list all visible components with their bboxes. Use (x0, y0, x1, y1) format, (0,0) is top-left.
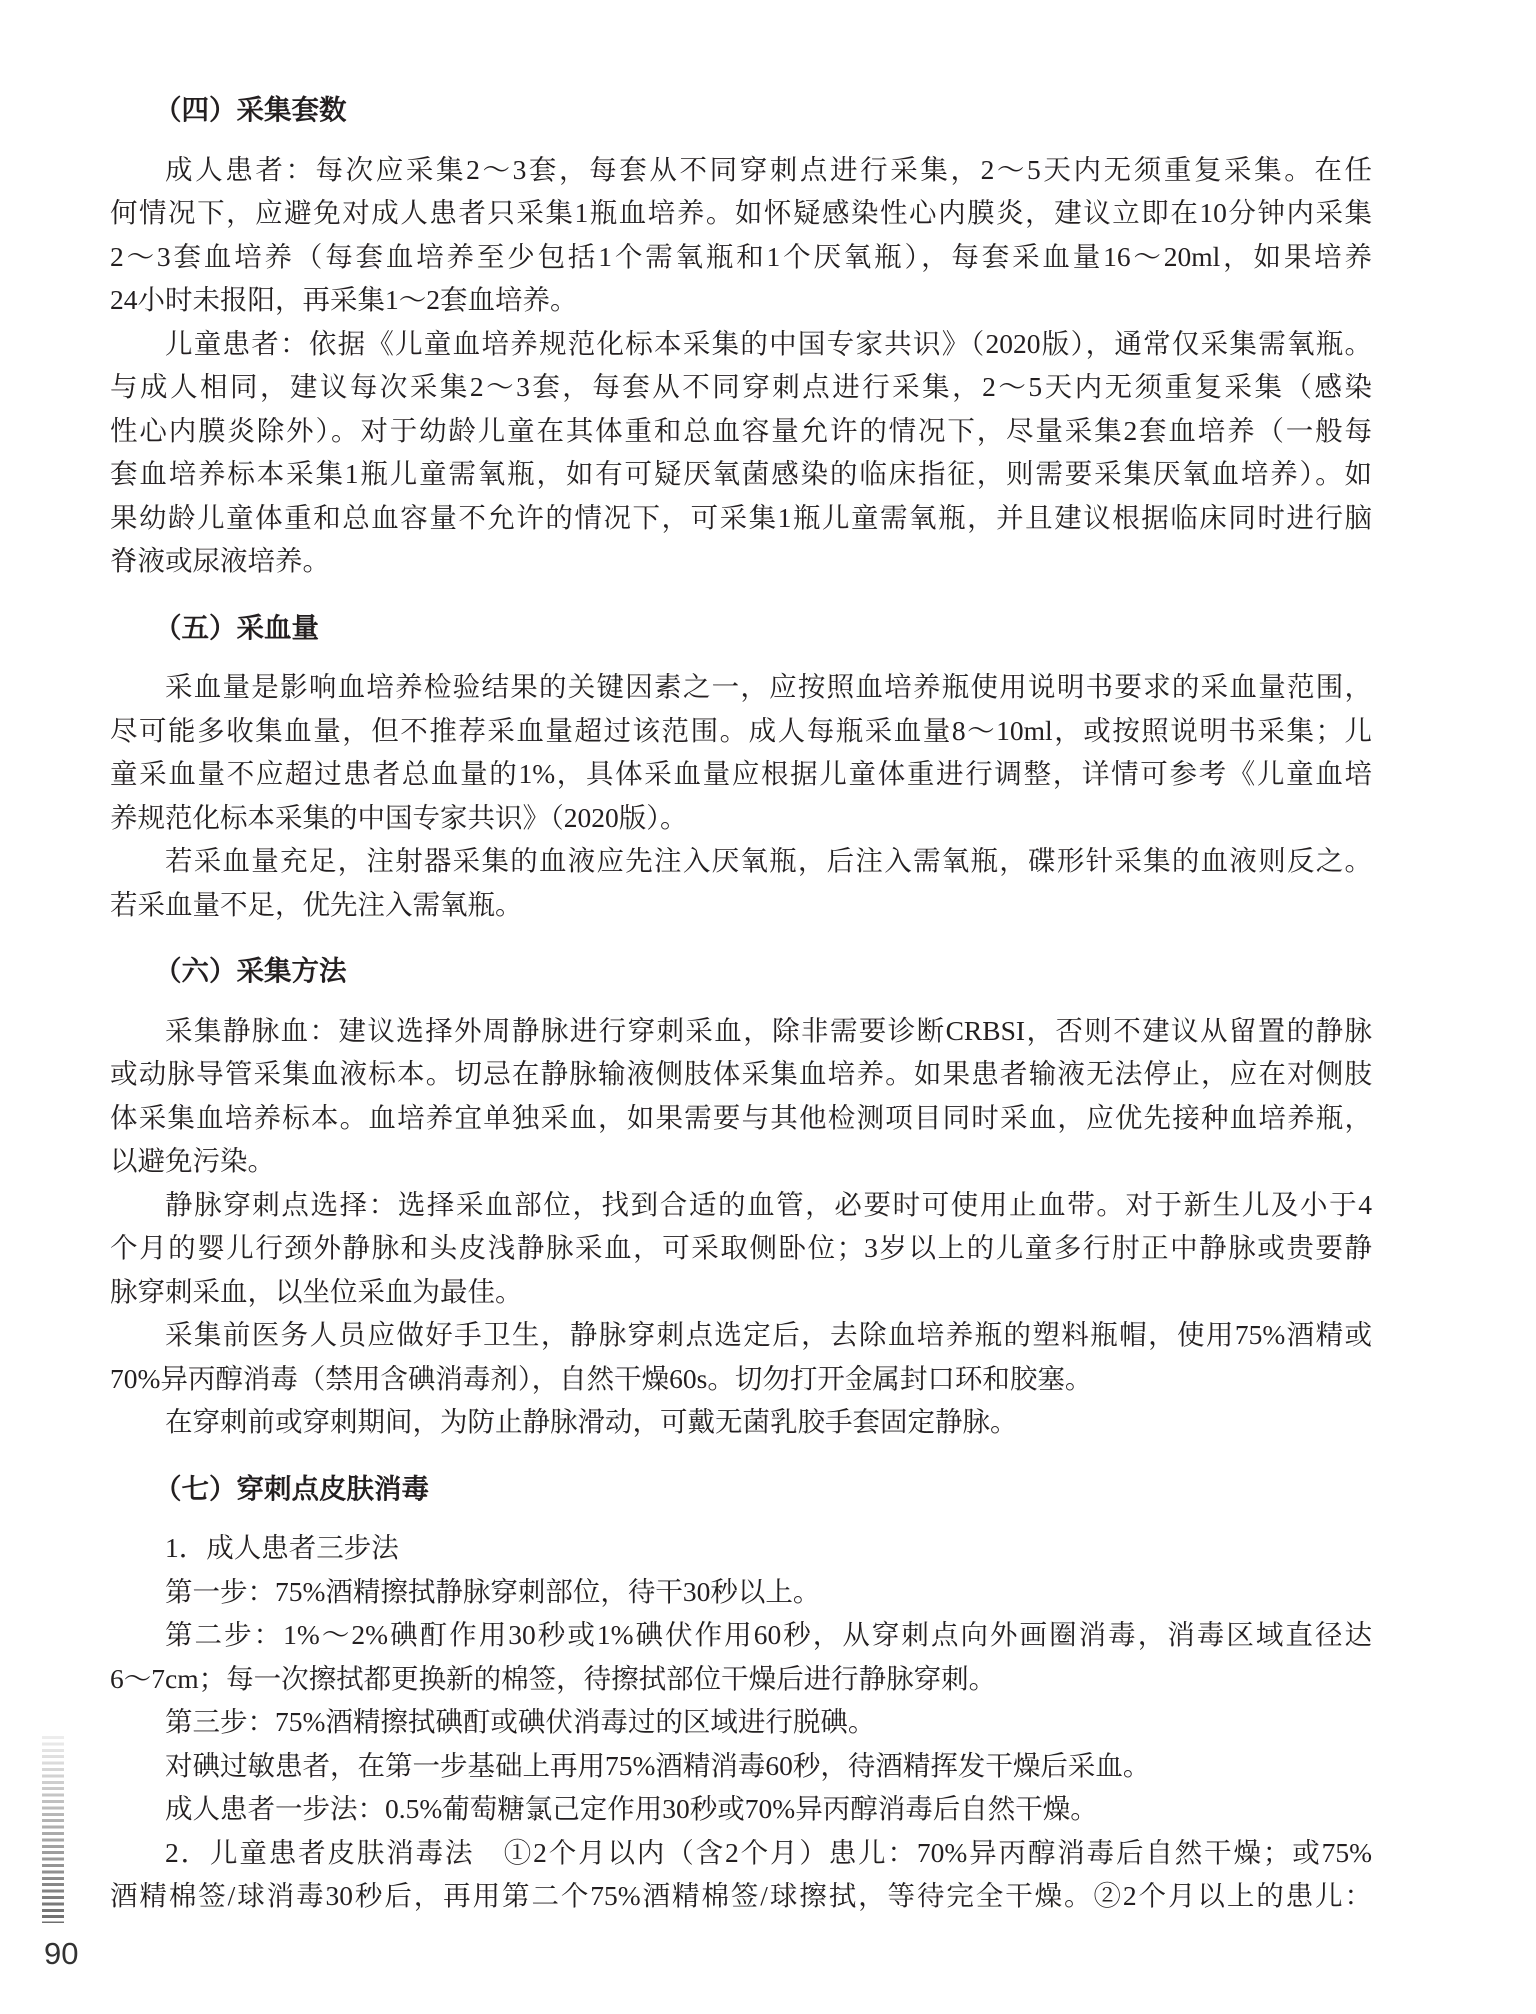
text-line: 酒精棉签/球消毒30秒后，再用第二个75%酒精棉签/球擦拭，等待完全干燥。②2个月以上的患儿： (110, 1880, 1372, 1911)
text-line: 体采集血培养标本。血培养宜单独采血，如果需要与其他检测项目同时采血，应优先接种血培养瓶， (110, 1101, 1372, 1133)
text-line: 个月的婴儿行颈外静脉和头皮浅静脉采血，可采取侧卧位；3岁以上的儿童多行肘正中静脉或贵要静 (110, 1232, 1372, 1263)
text-line: 成人患者一步法：0.5%葡萄糖氯己定作用30秒或70%异丙醇消毒后自然干燥。 (165, 1793, 1098, 1824)
page-body (110, 89, 1372, 1918)
section-collection-sets (110, 89, 1372, 583)
text-line: 何情况下，应避免对成人患者只采集1瓶血培养。如怀疑感染性心内膜炎，建议立即在10分钟内采集 (110, 197, 1372, 228)
paragraph (110, 148, 1372, 322)
text-line: 1．成人患者三步法 (165, 1532, 399, 1563)
paragraph (110, 1787, 1372, 1831)
text-line: 24小时未报阳，再采集1～2套血培养。 (110, 284, 578, 315)
paragraph (110, 665, 1372, 839)
text-line: 2．儿童患者皮肤消毒法 ①2个月以内（含2个月）患儿：70%异丙醇消毒后自然干燥；或75% (165, 1836, 1372, 1868)
text-line: 第二步：1%～2%碘酊作用30秒或1%碘伏作用60秒，从穿刺点向外画圈消毒，消毒区域直径达 (165, 1619, 1372, 1650)
paragraph (110, 1400, 1372, 1444)
text-line: 第三步：75%酒精擦拭碘酊或碘伏消毒过的区域进行脱碘。 (165, 1706, 876, 1737)
section-heading: （五）采血量 (154, 611, 319, 644)
page-number: 90 (44, 1936, 79, 1971)
text-line: 2～3套血培养（每套血培养至少包括1个需氧瓶和1个厌氧瓶），每套采血量16～20ml，如果培养 (110, 240, 1372, 272)
text-line: 第一步：75%酒精擦拭静脉穿刺部位，待干30秒以上。 (165, 1575, 821, 1607)
text-line: 养规范化标本采集的中国专家共识》（2020版）。 (110, 801, 688, 833)
page-edge-stripes (42, 1736, 64, 1923)
text-line: 在穿刺前或穿刺期间，为防止静脉滑动，可戴无菌乳胶手套固定静脉。 (165, 1406, 1018, 1437)
text-line: 成人患者：每次应采集2～3套，每套从不同穿刺点进行采集，2～5天内无须重复采集。在任 (165, 153, 1372, 185)
section-heading: （六）采集方法 (154, 955, 347, 987)
text-line: 采集前医务人员应做好手卫生，静脉穿刺点选定后，去除血培养瓶的塑料瓶帽，使用75%酒精或 (165, 1319, 1372, 1350)
paragraph (110, 1009, 1372, 1183)
section-collection-method (110, 950, 1372, 1444)
paragraph (110, 839, 1372, 926)
section-heading: （四）采集套数 (154, 94, 347, 126)
text-line: 若采血量充足，注射器采集的血液应先注入厌氧瓶，后注入需氧瓶，碟形针采集的血液则反之。 (165, 845, 1372, 876)
text-line: 或动脉导管采集血液标本。切忌在静脉输液侧肢体采集血培养。如果患者输液无法停止，应在对侧肢 (110, 1058, 1372, 1089)
paragraph (110, 1313, 1372, 1400)
section-heading: （七）穿刺点皮肤消毒 (154, 1472, 429, 1505)
text-line: 童采血量不应超过患者总血量的1%，具体采血量应根据儿童体重进行调整，详情可参考《儿童血培 (110, 758, 1372, 789)
text-line: 若采血量不足，优先注入需氧瓶。 (110, 888, 523, 920)
paragraph (110, 1831, 1372, 1918)
text-line: 儿童患者：依据《儿童血培养规范化标本采集的中国专家共识》（2020版），通常仅采集需氧瓶。 (165, 327, 1372, 359)
text-line: 尽可能多收集血量，但不推荐采血量超过该范围。成人每瓶采血量8～10ml，或按照说明书采集；儿 (110, 714, 1372, 746)
paragraph (110, 1183, 1372, 1314)
text-line: 采血量是影响血培养检验结果的关键因素之一，应按照血培养瓶使用说明书要求的采血量范围， (165, 671, 1372, 702)
text-line: 脉穿刺采血，以坐位采血为最佳。 (110, 1275, 523, 1307)
paragraph (110, 1570, 1372, 1614)
text-line: 性心内膜炎除外）。对于幼龄儿童在其体重和总血容量允许的情况下，尽量采集2套血培养（一般每 (110, 414, 1372, 446)
paragraph (110, 1613, 1372, 1700)
text-line: 对碘过敏患者，在第一步基础上再用75%酒精消毒60秒，待酒精挥发干燥后采血。 (165, 1749, 1151, 1781)
text-line: 以避免污染。 (110, 1145, 275, 1176)
text-line: 脊液或尿液培养。 (110, 545, 330, 576)
section-skin-disinfection (110, 1468, 1372, 1918)
paragraph (110, 1526, 1372, 1570)
text-line: 70%异丙醇消毒（禁用含碘消毒剂），自然干燥60s。切勿打开金属封口环和胶塞。 (110, 1362, 1093, 1394)
text-line: 果幼龄儿童体重和总血容量不允许的情况下，可采集1瓶儿童需氧瓶，并且建议根据临床同时进行脑 (110, 501, 1372, 533)
paragraph (110, 1744, 1372, 1788)
paragraph (110, 322, 1372, 583)
section-blood-volume (110, 607, 1372, 927)
text-line: 采集静脉血：建议选择外周静脉进行穿刺采血，除非需要诊断CRBSI，否则不建议从留置的静脉 (165, 1014, 1372, 1046)
text-line: 套血培养标本采集1瓶儿童需氧瓶，如有可疑厌氧菌感染的临床指征，则需要采集厌氧血培养）。如 (110, 458, 1372, 489)
paragraph (110, 1700, 1372, 1744)
text-line: 6～7cm；每一次擦拭都更换新的棉签，待擦拭部位干燥后进行静脉穿刺。 (110, 1662, 997, 1694)
text-line: 与成人相同，建议每次采集2～3套，每套从不同穿刺点进行采集，2～5天内无须重复采集（感染 (110, 371, 1372, 402)
text-line: 静脉穿刺点选择：选择采血部位，找到合适的血管，必要时可使用止血带。对于新生儿及小于4 (165, 1188, 1372, 1220)
